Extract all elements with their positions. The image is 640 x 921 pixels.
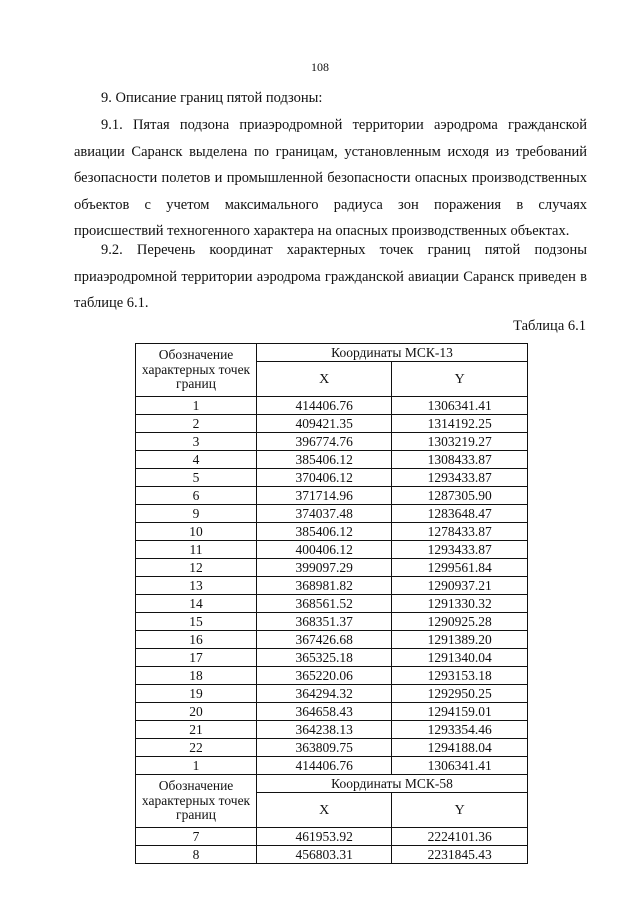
point-id-cell: 14 — [136, 595, 257, 613]
table-row — [136, 685, 528, 703]
point-id-cell: 4 — [136, 451, 257, 469]
table-row — [136, 649, 528, 667]
point-id-cell: 8 — [136, 846, 257, 864]
point-id-cell: 2 — [136, 415, 257, 433]
point-id-cell: 3 — [136, 433, 257, 451]
x-coordinate-cell: 367426.68 — [257, 631, 392, 649]
point-id-cell: 20 — [136, 703, 257, 721]
y-header: Y — [392, 793, 528, 828]
table-row — [136, 739, 528, 757]
table-row — [136, 451, 528, 469]
table-row — [136, 757, 528, 775]
msk58-header-row — [136, 775, 528, 793]
table-row — [136, 433, 528, 451]
y-coordinate-cell: 1283648.47 — [392, 505, 528, 523]
point-id-cell: 10 — [136, 523, 257, 541]
point-id-cell: 1 — [136, 397, 257, 415]
x-coordinate-cell: 365325.18 — [257, 649, 392, 667]
msk13-section — [136, 344, 528, 775]
paragraph-9-1: 9.1. Пятая подзона приаэродромной территории аэродрома гражданской авиации Саранск выделена по границам, установленным исходя из требований безопасности полетов и промышленной безопасности опасных производственных объектов с учетом максимального радиуса зон поражения в случаях происшествий техногенного характера на опасных производственных объектах. — [74, 117, 587, 239]
y-coordinate-cell: 2231845.43 — [392, 846, 528, 864]
section-title: 9. Описание границ пятой подзоны: — [101, 90, 323, 106]
point-id-cell: 18 — [136, 667, 257, 685]
y-coordinate-cell: 1278433.87 — [392, 523, 528, 541]
x-coordinate-cell: 374037.48 — [257, 505, 392, 523]
x-coordinate-cell: 456803.31 — [257, 846, 392, 864]
table-row — [136, 559, 528, 577]
y-coordinate-cell: 1294159.01 — [392, 703, 528, 721]
point-id-cell: 7 — [136, 828, 257, 846]
x-coordinate-cell: 414406.76 — [257, 757, 392, 775]
y-coordinate-cell: 1293153.18 — [392, 667, 528, 685]
x-coordinate-cell: 364658.43 — [257, 703, 392, 721]
point-id-cell: 11 — [136, 541, 257, 559]
table-row — [136, 397, 528, 415]
point-id-cell: 22 — [136, 739, 257, 757]
point-id-cell: 15 — [136, 613, 257, 631]
x-coordinate-cell: 371714.96 — [257, 487, 392, 505]
table-caption: Таблица 6.1 — [513, 318, 586, 334]
x-coordinate-cell: 368351.37 — [257, 613, 392, 631]
x-coordinate-cell: 368981.82 — [257, 577, 392, 595]
y-coordinate-cell: 1292950.25 — [392, 685, 528, 703]
y-coordinate-cell: 1290937.21 — [392, 577, 528, 595]
msk13-header-row — [136, 344, 528, 362]
y-header: Y — [392, 362, 528, 397]
msk58-section — [136, 775, 528, 864]
y-coordinate-cell: 1303219.27 — [392, 433, 528, 451]
x-coordinate-cell: 370406.12 — [257, 469, 392, 487]
x-coordinate-cell: 364294.32 — [257, 685, 392, 703]
y-coordinate-cell: 1306341.41 — [392, 397, 528, 415]
table-row — [136, 487, 528, 505]
paragraph-9-2: 9.2. Перечень координат характерных точек границ пятой подзоны приаэродромной территории аэродрома гражданской авиации Саранск приведен в таблице 6.1. — [74, 242, 587, 311]
y-coordinate-cell: 1294188.04 — [392, 739, 528, 757]
x-coordinate-cell: 414406.76 — [257, 397, 392, 415]
table-row — [136, 828, 528, 846]
x-coordinate-cell: 399097.29 — [257, 559, 392, 577]
point-id-cell: 16 — [136, 631, 257, 649]
x-coordinate-cell: 365220.06 — [257, 667, 392, 685]
point-label-header: Обозначение характерных точек границ — [136, 344, 257, 397]
table-row — [136, 541, 528, 559]
point-label-header: Обозначение характерных точек границ — [136, 775, 257, 828]
y-coordinate-cell: 1290925.28 — [392, 613, 528, 631]
y-coordinate-cell: 1314192.25 — [392, 415, 528, 433]
table-row — [136, 469, 528, 487]
y-coordinate-cell: 1299561.84 — [392, 559, 528, 577]
msk58-title: Координаты МСК-58 — [257, 775, 528, 793]
x-coordinate-cell: 409421.35 — [257, 415, 392, 433]
table-row — [136, 577, 528, 595]
y-coordinate-cell: 1291330.32 — [392, 595, 528, 613]
table-row — [136, 505, 528, 523]
y-coordinate-cell: 1291340.04 — [392, 649, 528, 667]
y-coordinate-cell: 1308433.87 — [392, 451, 528, 469]
point-id-cell: 5 — [136, 469, 257, 487]
x-coordinate-cell: 368561.52 — [257, 595, 392, 613]
point-id-cell: 17 — [136, 649, 257, 667]
point-id-cell: 19 — [136, 685, 257, 703]
y-coordinate-cell: 1287305.90 — [392, 487, 528, 505]
point-id-cell: 6 — [136, 487, 257, 505]
x-coordinate-cell: 396774.76 — [257, 433, 392, 451]
point-id-cell: 9 — [136, 505, 257, 523]
table-row — [136, 595, 528, 613]
x-coordinate-cell: 385406.12 — [257, 523, 392, 541]
point-id-cell: 21 — [136, 721, 257, 739]
x-header: X — [257, 793, 392, 828]
point-id-cell: 13 — [136, 577, 257, 595]
point-id-cell: 1 — [136, 757, 257, 775]
x-coordinate-cell: 364238.13 — [257, 721, 392, 739]
x-coordinate-cell: 385406.12 — [257, 451, 392, 469]
msk13-title: Координаты МСК-13 — [257, 344, 528, 362]
table-row — [136, 721, 528, 739]
y-coordinate-cell: 1293433.87 — [392, 469, 528, 487]
y-coordinate-cell: 1291389.20 — [392, 631, 528, 649]
y-coordinate-cell: 1293354.46 — [392, 721, 528, 739]
table-row — [136, 846, 528, 864]
page-number: 108 — [311, 60, 329, 74]
table-row — [136, 667, 528, 685]
table-row — [136, 613, 528, 631]
x-header: X — [257, 362, 392, 397]
table-row — [136, 415, 528, 433]
x-coordinate-cell: 461953.92 — [257, 828, 392, 846]
x-coordinate-cell: 363809.75 — [257, 739, 392, 757]
table-row — [136, 631, 528, 649]
table-row — [136, 703, 528, 721]
y-coordinate-cell: 1293433.87 — [392, 541, 528, 559]
coordinates-table — [135, 343, 528, 864]
y-coordinate-cell: 1306341.41 — [392, 757, 528, 775]
point-id-cell: 12 — [136, 559, 257, 577]
x-coordinate-cell: 400406.12 — [257, 541, 392, 559]
table-row — [136, 523, 528, 541]
y-coordinate-cell: 2224101.36 — [392, 828, 528, 846]
